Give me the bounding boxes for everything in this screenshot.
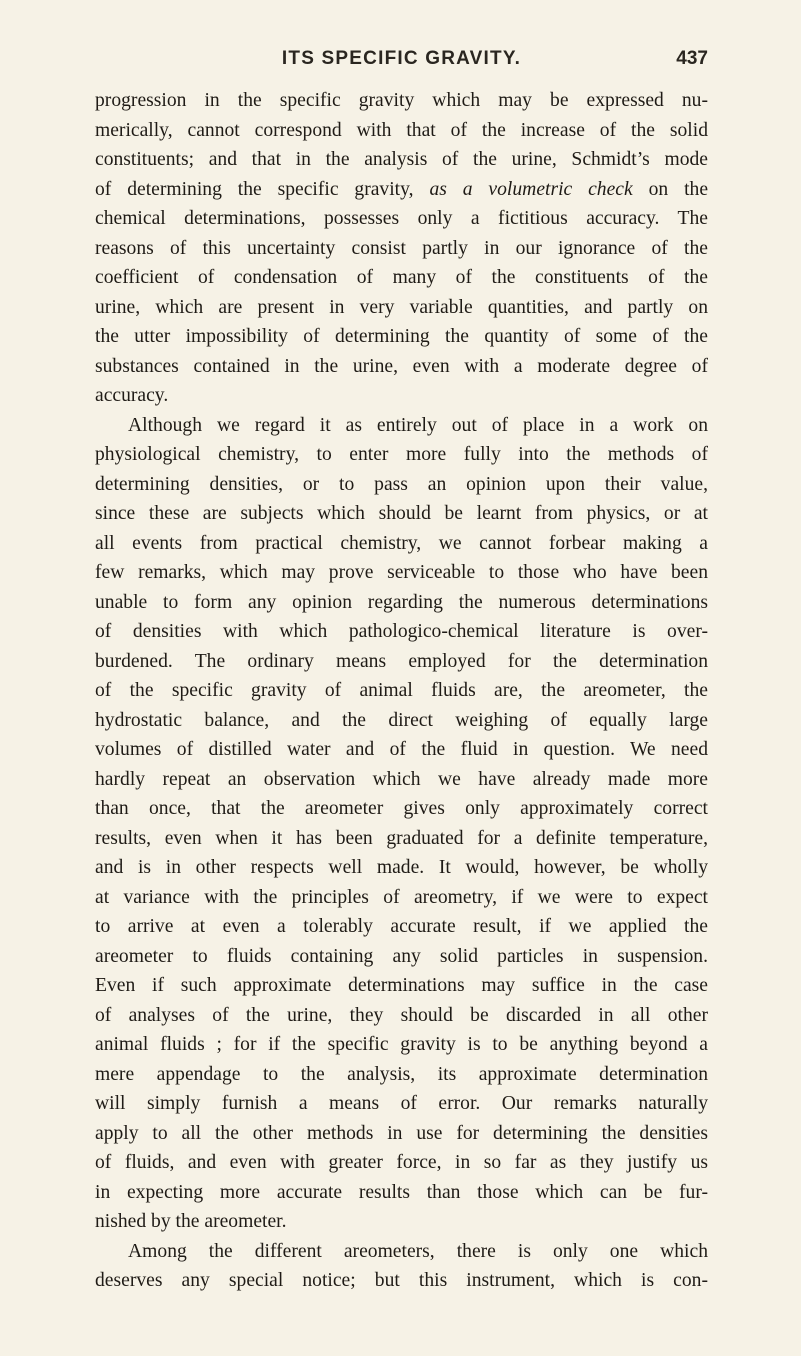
body-text bbox=[95, 86, 708, 1296]
text-line: accuracy. bbox=[95, 385, 169, 406]
text-line: burdened. The ordinary means employed for the determination bbox=[95, 650, 708, 672]
running-header bbox=[95, 48, 708, 78]
text-line: apply to all the other methods in use for determining the densities bbox=[95, 1122, 708, 1144]
text-line: areometer to fluids containing any solid particles in suspension. bbox=[95, 945, 708, 967]
text-line: mere appendage to the analysis, its approximate determination bbox=[95, 1063, 708, 1085]
text-line: urine, which are present in very variable quantities, and partly on bbox=[95, 296, 708, 318]
text-line: results, even when it has been graduated for a definite temperature, bbox=[95, 827, 708, 849]
text-span: on the bbox=[632, 178, 708, 200]
text-line: and is in other respects well made. It would, however, be wholly bbox=[95, 857, 708, 878]
text-line: substances contained in the urine, even with a moderate degree of bbox=[95, 355, 708, 377]
text-line: all events from practical chemistry, we cannot forbear making a bbox=[95, 532, 708, 554]
text-line: of the specific gravity of animal fluids are, the areometer, the bbox=[95, 680, 708, 701]
paragraph-start-line: Although we regard it as entirely out of place in a work on bbox=[128, 414, 708, 436]
text-line: volumes of distilled water and of the fluid in question. We need bbox=[95, 739, 708, 760]
page-number: 437 bbox=[676, 48, 708, 69]
text-line: will simply furnish a means of error. Our remarks naturally bbox=[95, 1093, 708, 1114]
text-span: of determining the specific gravity, bbox=[95, 178, 430, 200]
text-line: the utter impossibility of determining the quantity of some of the bbox=[95, 326, 708, 347]
paragraph-start-line: Among the different areometers, there is only one which bbox=[128, 1240, 708, 1262]
text-line: constituents; and that in the analysis of the urine, Schmidt’s mode bbox=[95, 149, 708, 170]
text-line: in expecting more accurate results than those which can be fur- bbox=[95, 1181, 708, 1203]
text-line: to arrive at even a tolerably accurate result, if we applied the bbox=[95, 916, 708, 937]
text-line: nished by the areometer. bbox=[95, 1211, 287, 1232]
running-title: ITS SPECIFIC GRAVITY. bbox=[281, 48, 522, 69]
text-line: merically, cannot correspond with that of the increase of the solid bbox=[95, 119, 708, 141]
text-line: physiological chemistry, to enter more fully into the methods of bbox=[95, 444, 708, 465]
text-line: reasons of this uncertainty consist partly in our ignorance of the bbox=[95, 237, 708, 259]
text-line: progression in the specific gravity which may be expressed nu- bbox=[95, 90, 708, 111]
text-line: chemical determinations, possesses only a fictitious accuracy. The bbox=[95, 208, 708, 229]
text-line: of analyses of the urine, they should be discarded in all other bbox=[95, 1004, 708, 1026]
text-line: hardly repeat an observation which we have already made more bbox=[95, 768, 708, 790]
text-line: Even if such approximate determinations may suffice in the case bbox=[95, 975, 708, 996]
text-line: few remarks, which may prove serviceable to those who have been bbox=[95, 562, 708, 583]
text-line: at variance with the principles of areometry, if we were to expect bbox=[95, 886, 708, 908]
text-line: deserves any special notice; but this instrument, which is con- bbox=[95, 1270, 708, 1291]
text-line bbox=[95, 175, 708, 205]
text-line: since these are subjects which should be learnt from physics, or at bbox=[95, 503, 708, 524]
text-line: animal fluids ; for if the specific gravity is to be anything beyond a bbox=[95, 1034, 708, 1055]
text-line: of fluids, and even with greater force, in so far as they justify us bbox=[95, 1152, 708, 1173]
text-line: coefficient of condensation of many of the constituents of the bbox=[95, 267, 708, 288]
text-line: unable to form any opinion regarding the numerous determinations bbox=[95, 591, 708, 613]
italic-phrase: as a volumetric check bbox=[429, 178, 633, 200]
text-line: hydrostatic balance, and the direct weighing of equally large bbox=[95, 709, 708, 731]
text-line: of densities with which pathologico-chemical literature is over- bbox=[95, 621, 708, 642]
text-line: determining densities, or to pass an opinion upon their value, bbox=[95, 473, 708, 495]
text-line: than once, that the areometer gives only approximately correct bbox=[95, 798, 708, 819]
